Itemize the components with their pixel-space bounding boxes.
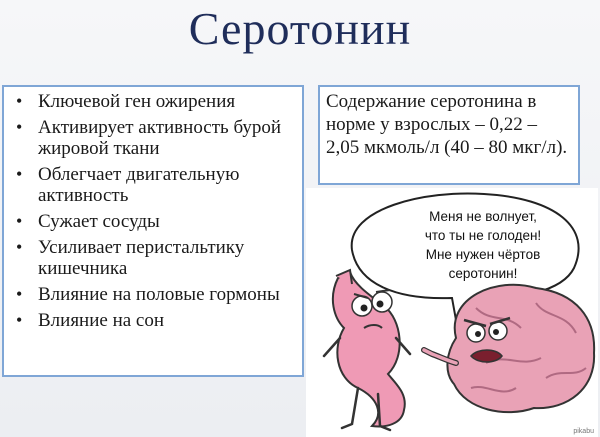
bullet-item: • Сужает сосуды	[14, 211, 296, 232]
speech-line: серотонин!	[448, 266, 518, 281]
slide-title: Серотонин	[188, 3, 412, 54]
bullet-item: • Активирует активность бурой жировой ткани	[14, 117, 296, 159]
bullet-item: • Усиливает перистальтику кишечника	[14, 237, 296, 279]
bullet-list-box	[2, 85, 304, 377]
speech-line: Меня не волнует,	[429, 209, 537, 224]
info-text: Содержание серотонина в норме у взрослых – 0,22 – 2,05 мкмоль/л (40 – 80 мкг/л).	[326, 91, 568, 158]
speech-bubble-text	[393, 207, 573, 283]
watermark: pikabu	[573, 428, 594, 435]
bullet-item: • Влияние на половые гормоны	[14, 284, 296, 305]
bullet-item: • Влияние на сон	[14, 310, 296, 331]
info-box	[318, 85, 580, 185]
speech-line: что ты не голоден!	[424, 228, 542, 243]
speech-line: Мне нужен чёртов	[425, 247, 541, 262]
bullet-item: • Ключевой ген ожирения	[14, 91, 296, 112]
brain-mouth	[471, 350, 502, 362]
bullet-list	[14, 91, 296, 331]
bullet-item: • Облегчает двигательную активность	[14, 164, 296, 206]
